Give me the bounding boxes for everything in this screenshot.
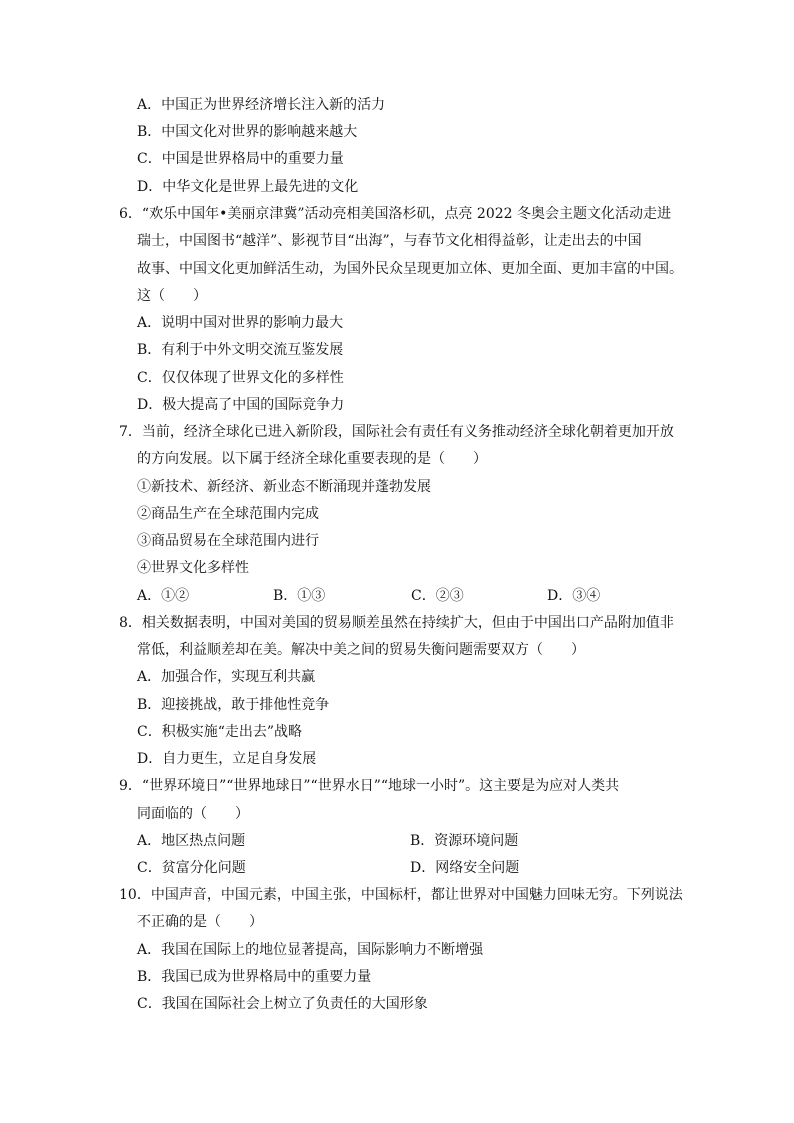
q7-item-2: ②商品生产在全球范围内完成: [137, 506, 319, 522]
q5-option-d: D．中华文化是世界上最先进的文化: [137, 179, 359, 195]
q10-option-c: C．我国在国际社会上树立了负责任的大国形象: [137, 996, 428, 1012]
q5-option-a: A．中国正为世界经济增长注入新的活力: [137, 97, 386, 113]
q9-option-c: C．贫富分化问题: [137, 860, 246, 876]
q9-option-a: A．地区热点问题: [137, 833, 246, 849]
q8-option-a: A．加强合作，实现互利共赢: [137, 669, 316, 685]
q7-stem-line-2: 的方向发展。以下属于经济全球化重要表现的是（ ）: [137, 451, 487, 467]
q6-stem-line-4: 这（ ）: [137, 288, 207, 304]
q5-option-c: C．中国是世界格局中的重要力量: [137, 151, 344, 167]
q9-stem-line-2: 同面临的（ ）: [137, 806, 249, 822]
q7-option-b: B．①③: [273, 588, 326, 604]
q7-option-a: A．①②: [137, 588, 190, 604]
q8-option-c: C．积极实施“走出去”战略: [137, 724, 303, 740]
q6-stem-line-3: 故事、中国文化更加鲜活生动，为国外民众呈现更加立体、更加全面、更加丰富的中国。: [137, 261, 683, 277]
q9-option-d: D．网络安全问题: [410, 860, 520, 876]
q8-option-d: D．自力更生，立足自身发展: [137, 751, 317, 767]
q6-option-d: D．极大提高了中国的国际竞争力: [137, 397, 345, 413]
q10-stem-line-1: 10．中国声音，中国元素，中国主张，中国标杆，都让世界对中国魅力回味无穷。下列说法: [119, 887, 683, 903]
q10-stem-line-2: 不正确的是（ ）: [137, 914, 263, 930]
q7-options-row: [137, 587, 657, 605]
q6-option-c: C．仅仅体现了世界文化的多样性: [137, 370, 344, 386]
q6-stem-line-2: 瑞士，中国图书“越洋”、影视节目“出海”，与春节文化相得益彰，让走出去的中国: [137, 233, 642, 249]
q10-option-b: B．我国已成为世界格局中的重要力量: [137, 969, 372, 985]
q7-item-4: ④世界文化多样性: [137, 560, 249, 576]
q6-option-a: A．说明中国对世界的影响力最大: [137, 315, 344, 331]
q5-option-b: B．中国文化对世界的影响越来越大: [137, 124, 358, 140]
q7-stem-line-1: 7．当前，经济全球化已进入新阶段，国际社会有责任有义务推动经济全球化朝着更加开放: [119, 424, 674, 440]
q6-stem-line-1: 6．“欢乐中国年•美丽京津冀”活动亮相美国洛杉矶，点亮 2022 冬奥会主题文化活动走进: [119, 206, 672, 222]
q8-stem-line-2: 常低，利益顺差却在美。解决中美之间的贸易失衡问题需要双方（ ）: [137, 642, 585, 658]
q9-options-row-2: [137, 859, 537, 877]
q8-stem-line-1: 8．相关数据表明，中国对美国的贸易顺差虽然在持续扩大，但由于中国出口产品附加值非: [119, 615, 674, 631]
q7-option-c: C．②③: [411, 588, 464, 604]
q9-stem-line-1: 9．“世界环境日”“世界地球日”“世界水日”“地球一小时”。这主要是为应对人类共: [119, 778, 620, 794]
q8-option-b: B．迎接挑战，敢于排他性竞争: [137, 697, 330, 713]
q7-option-d: D．③④: [547, 588, 601, 604]
q9-option-b: B．资源环境问题: [410, 833, 519, 849]
q7-item-3: ③商品贸易在全球范围内进行: [137, 533, 319, 549]
q6-option-b: B．有利于中外文明交流互鉴发展: [137, 342, 344, 358]
q9-options-row-1: [137, 832, 537, 850]
q10-option-a: A．我国在国际上的地位显著提高，国际影响力不断增强: [137, 942, 484, 958]
q7-item-1: ①新技术、新经济、新业态不断涌现并蓬勃发展: [137, 479, 431, 495]
